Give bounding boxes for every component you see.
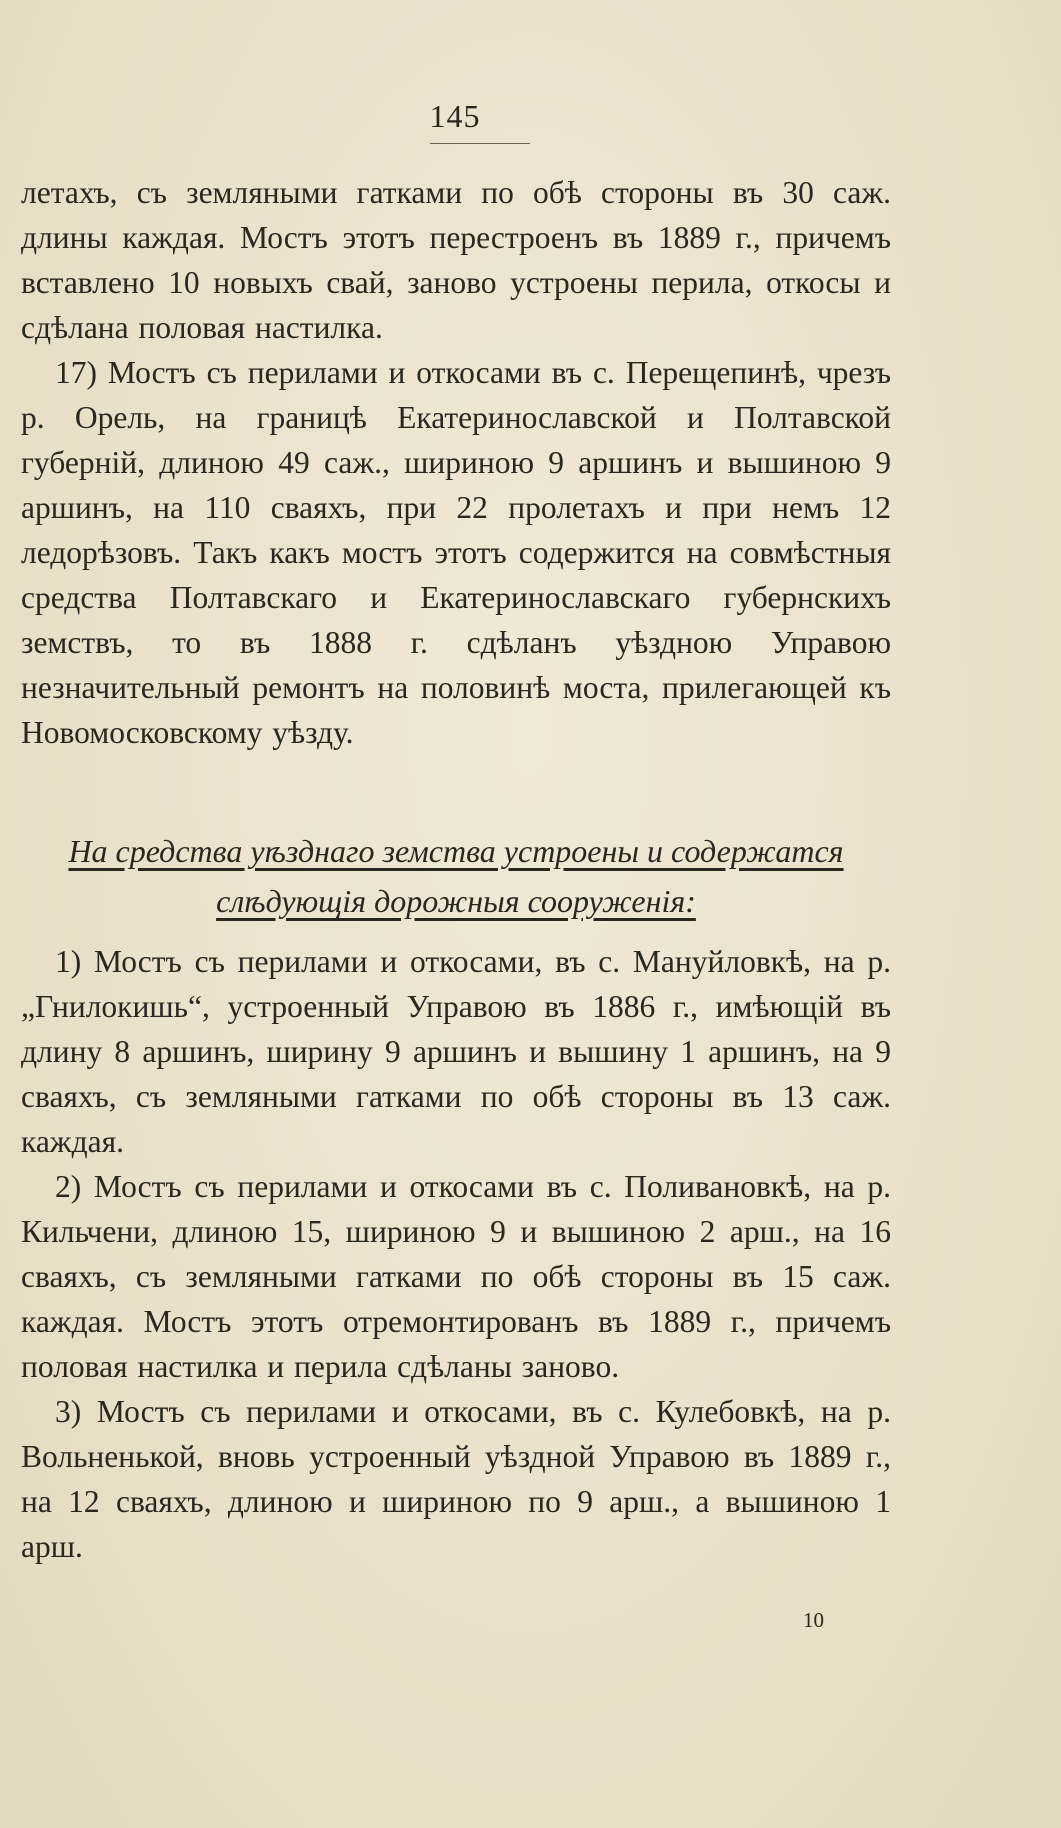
section-heading-line-2: слѣдующія дорожныя сооруженія: xyxy=(216,883,696,919)
signature-mark: 10 xyxy=(803,1608,824,1632)
paragraph-item-1: 1) Мостъ съ перилами и откосами, въ с. Мануйловкѣ, на р. „Гнилокишь“, устроенный Управою въ 1886 г., имѣющій въ длину 8 аршинъ, ширину 9 аршинъ и вышину 1 аршинъ, на 9 сваяхъ, съ земляными гатками по обѣ стороны въ 13 саж. каждая. xyxy=(21,944,891,1159)
body-text-top xyxy=(21,170,891,755)
paragraph-item-17: 17) Мостъ съ перилами и откосами въ с. Перещепинѣ, чрезъ р. Орель, на границѣ Екатеринославской и Полтавской губерній, длиною 49 саж., шириною 9 аршинъ и вышиною 9 аршинъ, на 110 сваяхъ, при 22 пролетахъ и при немъ 12 ледорѣзовъ. Такъ какъ мостъ этотъ содержится на совмѣстныя средства Полтавскаго и Екатеринославскаго губернскихъ земствъ, то въ 1888 г. сдѣланъ уѣздною Управою незначительный ремонтъ на половинѣ моста, прилегающей къ Новомосковскому уѣзду. xyxy=(21,355,891,750)
section-heading-line-1: На средства уѣзднаго земства устроены и содержатся xyxy=(68,833,844,869)
section-heading xyxy=(21,826,891,926)
page-number-rule xyxy=(430,143,530,144)
paragraph-item-2: 2) Мостъ съ перилами и откосами въ с. Поливановкѣ, на р. Кильчени, длиною 15, шириною 9 и вышиною 2 арш., на 16 сваяхъ, съ земляными гатками по обѣ стороны въ 15 саж. каждая. Мостъ этотъ отремонтированъ въ 1889 г., причемъ половая настилка и перила сдѣланы заново. xyxy=(21,1169,891,1384)
paragraph-continuation: летахъ, съ земляными гатками по обѣ стороны въ 30 саж. длины каждая. Мостъ этотъ перестроенъ въ 1889 г., причемъ вставлено 10 новыхъ свай, заново устроены перила, откосы и сдѣлана половая настилка. xyxy=(21,175,891,345)
page-number: 145 xyxy=(429,98,481,134)
body-text-bottom xyxy=(21,939,891,1569)
paragraph-item-3: 3) Мостъ съ перилами и откосами, въ с. Кулебовкѣ, на р. Вольненькой, вновь устроенный уѣздной Управою въ 1889 г., на 12 сваяхъ, длиною и шириною по 9 арш., а вышиною 1 арш. xyxy=(21,1394,891,1564)
